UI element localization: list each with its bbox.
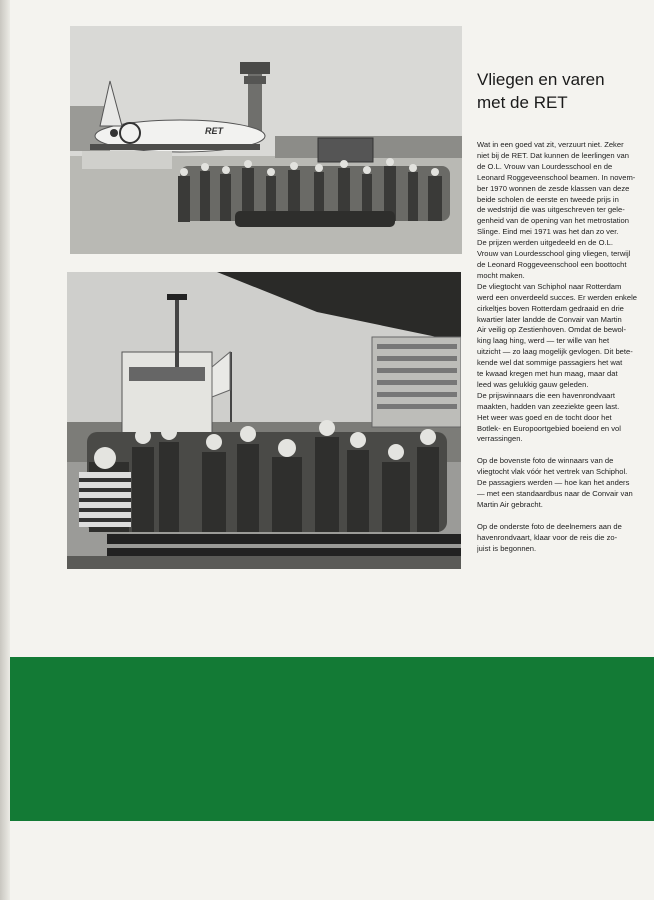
article-title [477, 68, 654, 114]
photo-boat-group [67, 272, 461, 569]
photo-airport-group [70, 26, 462, 254]
page-binding-edge [0, 0, 10, 900]
aircraft-livery-text: RET [205, 126, 223, 136]
article-title-line-1: Vliegen en varen [477, 70, 605, 89]
article-paragraph: Op de bovenste foto de winnaars van de vliegtocht vlak vóór het vertrek van Schiphol. De passagiers werden — hoe kan het anders — met een standaardbus naar de Convair van Martin Air gebracht. [477, 456, 633, 509]
green-color-block [10, 657, 654, 821]
article-paragraph: Wat in een goed vat zit, verzuurt niet. Zeker niet bij de RET. Dat kunnen de leerlingen van de O.L. Vrouw van Lourdesschool en de Leonard Roggeveenschool beamen. In novem- ber 1970 wonnen de zesde klassen van deze beide scholen de eerste en tweede prijs in de wedstrijd die was uitgeschreven ter gele- genheid van de opening van het metrostation Slinge. Eind mei 1971 was het dan zo ver. De prijzen werden uitgedeeld en de O.L. Vrouw van Lourdesschool ging vliegen, terwijl de Leonard Roggeveenschool een boottocht mocht maken. De vliegtocht van Schiphol naar Rotterdam werd een onverdeeld succes. Er werden enkele cirkeltjes boven Rotterdam gedraaid en drie kwartier later landde de Convair van Martin Air veilig op Zestienhoven. Omdat de bewol- king laag hing, werd — ter wille van het uitzicht — zo laag mogelijk gevlogen. Dit bete- kende wel dat sommige passagiers het wat te kwaad kregen met hun maag, maar dat leed was gelukkig gauw geleden. De prijswinnaars die een havenrondvaart maakten, hadden van zeeziekte geen last. Het weer was goed en de tocht door het Botlek- en Europoortgebied boeiend en vol verrassingen. [477, 140, 637, 444]
article-body [477, 140, 654, 565]
article-title-line-2: met de RET [477, 93, 568, 112]
article-paragraph: Op de onderste foto de deelnemers aan de havenrondvaart, klaar voor de reis die zo- juist is begonnen. [477, 521, 622, 553]
